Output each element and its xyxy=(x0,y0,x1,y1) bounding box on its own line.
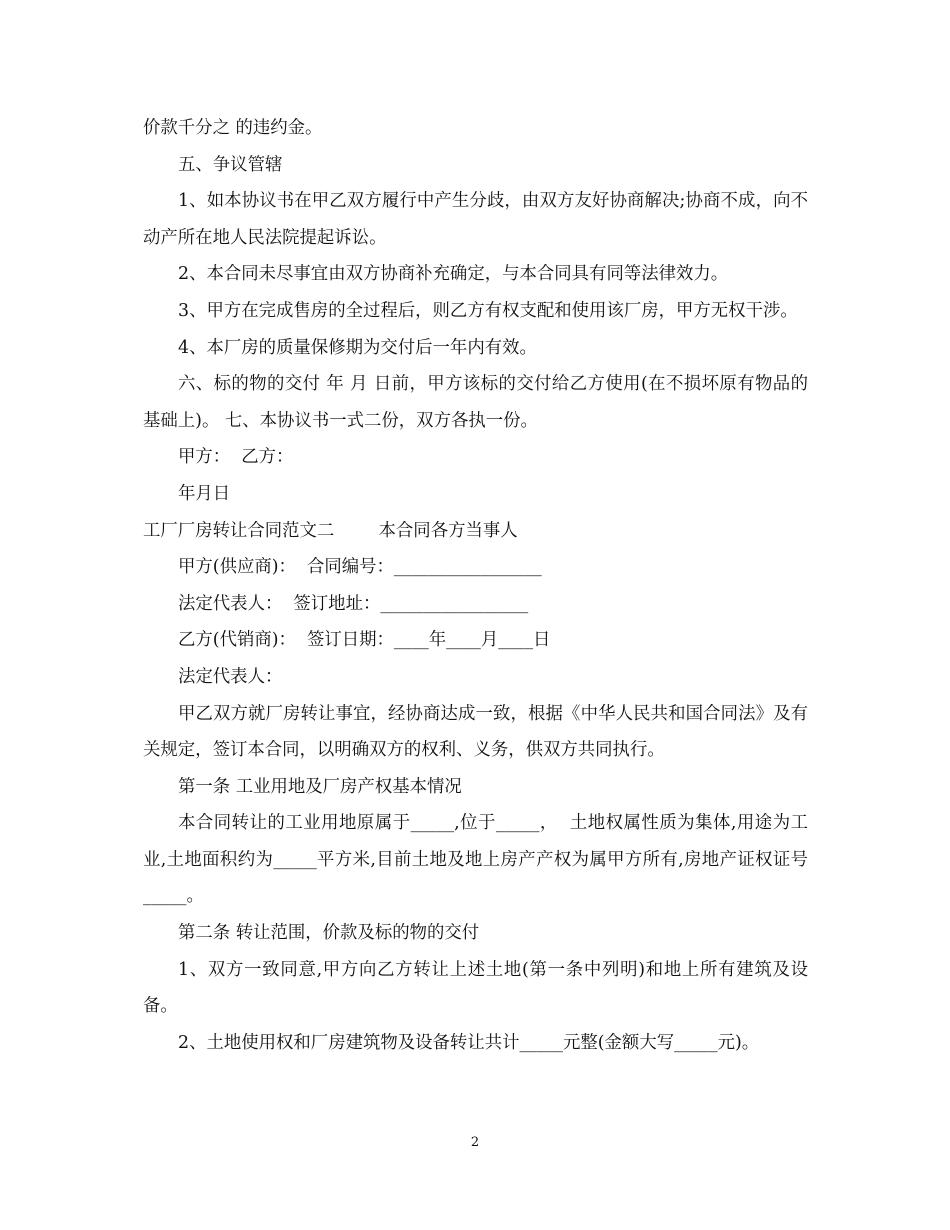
legal-rep-b: 法定代表人： xyxy=(178,666,283,687)
heading-dispute-jurisdiction: 五、争议管辖 xyxy=(178,154,283,175)
clause-dispute-3: 3、甲方在完成售房的全过程后，则乙方有权支配和使用该厂房，甲方无权干涉。 xyxy=(178,300,798,321)
party-a-contract-number: 甲方(供应商)： 合同编号：_________________ xyxy=(178,557,542,578)
party-b-signing-date: 乙方(代销商)： 签订日期：____年____月____日 xyxy=(178,630,551,651)
signature-date: 年月日 xyxy=(178,483,231,504)
article-2-heading: 第二条 转让范围，价款及标的物的交付 xyxy=(178,923,480,944)
clause-dispute-4: 4、本厂房的质量保修期为交付后一年内有效。 xyxy=(178,337,537,358)
article-1-heading: 第一条 工业用地及厂房产权基本情况 xyxy=(178,776,462,797)
document-body xyxy=(143,110,808,1061)
signature-parties: 甲方： 乙方： xyxy=(178,447,294,468)
clause-dispute-1: 1、如本协议书在甲乙双方履行中产生分歧，由双方友好协商解决;协商不成，向不动产所在地人民法院提起诉讼。 xyxy=(143,191,808,248)
legal-rep-signing-address: 法定代表人： 签订地址：_________________ xyxy=(178,593,529,614)
page-number: 2 xyxy=(470,1135,480,1150)
clause-delivery: 六、标的物的交付 年 月 日前，甲方该标的交付给乙方使用(在不损坏原有物品的基础上)。 七、本协议书一式二份，双方各执一份。 xyxy=(143,374,808,431)
paragraph-penalty-end: 价款千分之 的违约金。 xyxy=(143,118,323,138)
preamble: 甲乙双方就厂房转让事宜，经协商达成一致，根据《中华人民共和国合同法》及有关规定，签订本合同，以明确双方的权利、义务，供双方共同执行。 xyxy=(143,703,808,761)
sample-two-title: 工厂厂房转让合同范文二 本合同各方当事人 xyxy=(143,520,518,541)
clause-dispute-2: 2、本合同未尽事宜由双方协商补充确定，与本合同具有同等法律效力。 xyxy=(178,264,729,285)
article-1-body: 本合同转让的工业用地原属于_____,位于_____， 土地权属性质为集体,用途为工业,土地面积约为_____平方米,目前土地及地上房产产权为属甲方所有,房地产证权证号_____。 xyxy=(143,813,808,907)
article-2-item-1: 1、双方一致同意,甲方向乙方转让上述土地(第一条中列明)和地上所有建筑及设备。 xyxy=(143,959,808,1017)
article-2-item-2: 2、土地使用权和厂房建筑物及设备转让共计_____元整(金额大写_____元)。 xyxy=(178,1032,760,1053)
